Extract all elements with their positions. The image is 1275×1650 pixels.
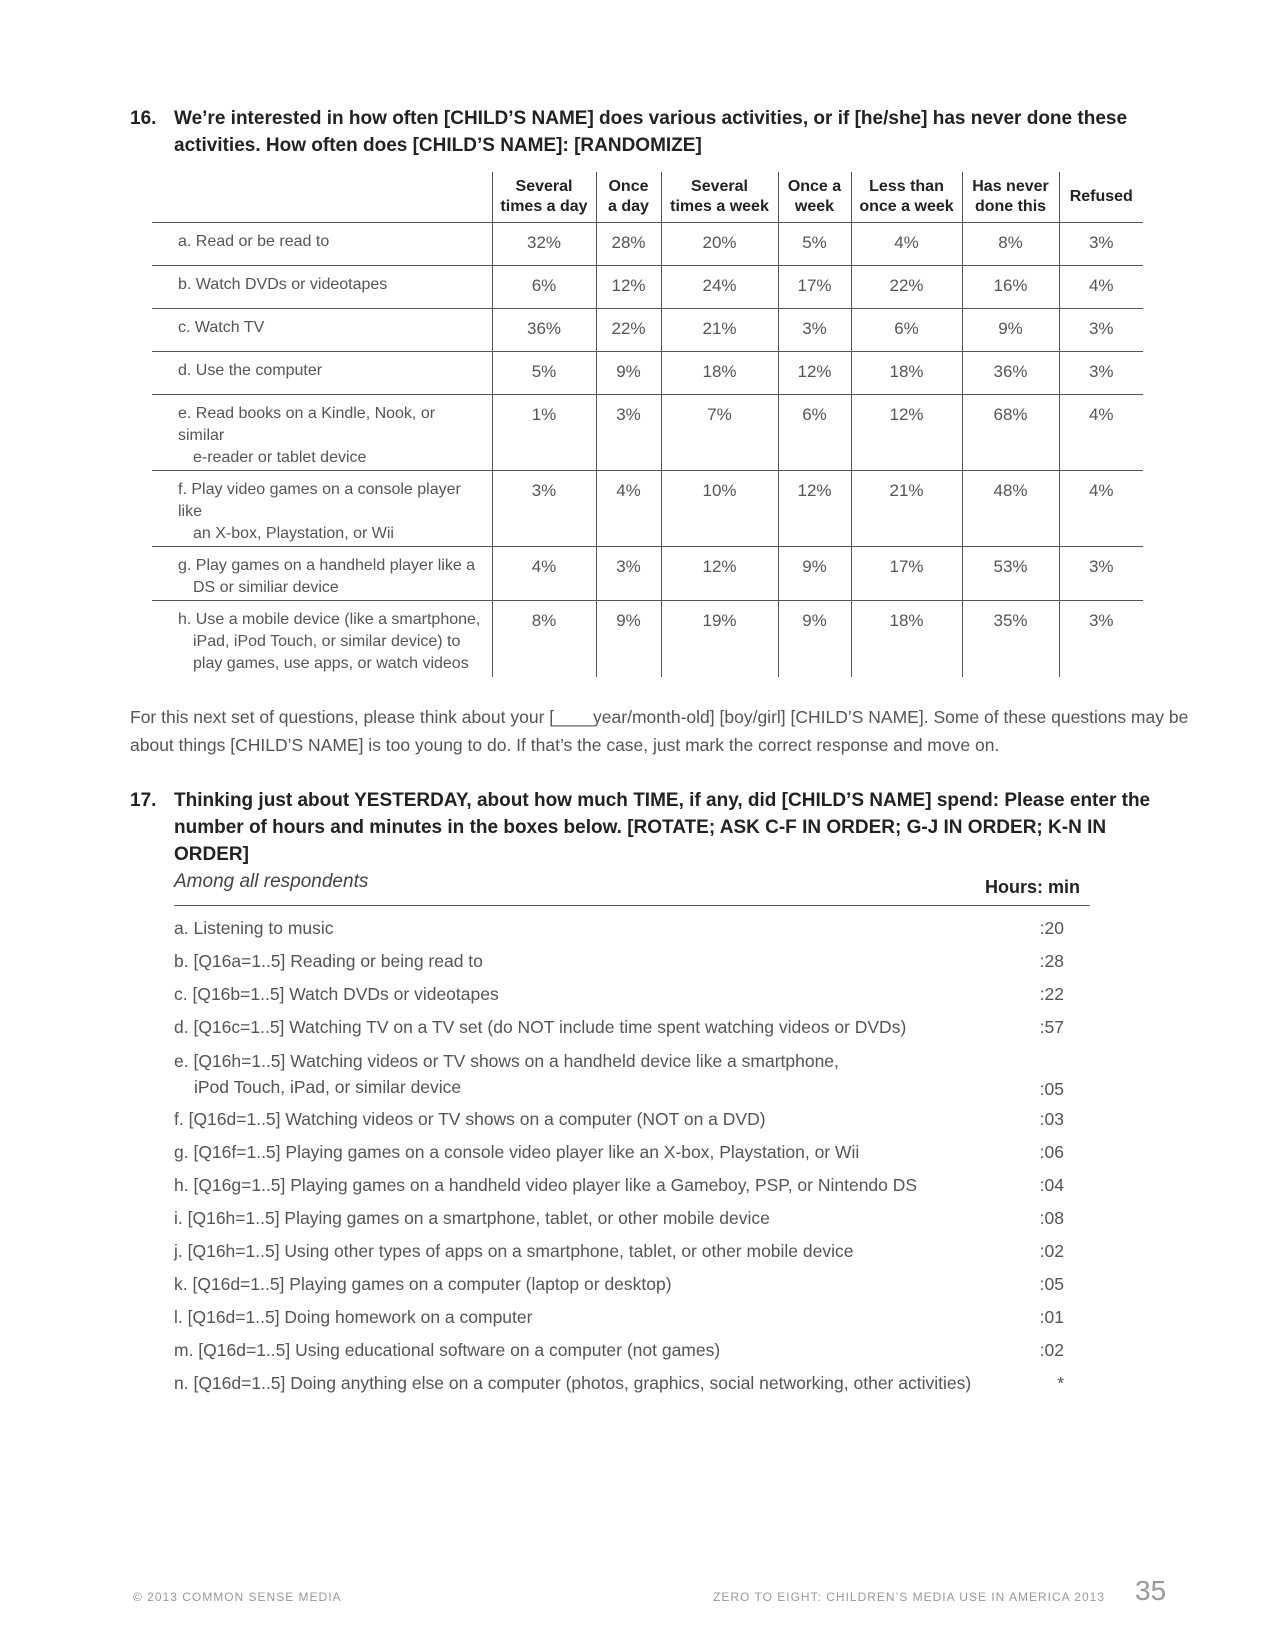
footer-title: ZERO TO EIGHT: CHILDREN’S MEDIA USE IN AMERICA 2013 (713, 1590, 1105, 1604)
table-row (152, 471, 1143, 547)
table-cell: 4% (1059, 395, 1143, 471)
table-cell: 19% (661, 601, 778, 677)
table-cell: 22% (851, 266, 962, 309)
item-label: j. [Q16h=1..5] Using other types of apps on a smartphone, tablet, or other mobile device (174, 1241, 854, 1261)
table-cell: 3% (596, 547, 661, 601)
list-item (174, 912, 1074, 945)
item-label: k. [Q16d=1..5] Playing games on a computer (laptop or desktop) (174, 1274, 672, 1294)
table-row (152, 223, 1143, 266)
page-number: 35 (1135, 1575, 1167, 1606)
item-value: :22 (1039, 984, 1064, 1004)
column-header: Refused (1059, 172, 1143, 223)
table-cell: 3% (1059, 547, 1143, 601)
item-value: :06 (1039, 1142, 1064, 1162)
table-header-row (152, 172, 1143, 223)
table-row (152, 352, 1143, 395)
table-cell: 6% (851, 309, 962, 352)
table-cell: 18% (661, 352, 778, 395)
table-cell: 6% (778, 395, 851, 471)
list-item (174, 1044, 1074, 1103)
table-cell: 9% (962, 309, 1059, 352)
column-header: Once a day (596, 172, 661, 223)
item-value: :20 (1039, 918, 1064, 938)
list-item (174, 1202, 1074, 1235)
item-label: c. [Q16b=1..5] Watch DVDs or videotapes (174, 984, 499, 1004)
table-cell: 3% (596, 395, 661, 471)
item-label: m. [Q16d=1..5] Using educational software on a computer (not games) (174, 1340, 721, 1360)
divider (174, 905, 1090, 906)
row-label: c. Watch TV (152, 309, 492, 352)
table-cell: 21% (851, 471, 962, 547)
table-cell: 12% (596, 266, 661, 309)
q16-frequency-table (152, 172, 1143, 677)
table-cell: 12% (851, 395, 962, 471)
table-cell: 4% (596, 471, 661, 547)
item-value: :02 (1039, 1340, 1064, 1360)
list-item (174, 1136, 1074, 1169)
item-value: :03 (1039, 1109, 1064, 1129)
list-item (174, 1334, 1074, 1367)
q17-text: Thinking just about YESTERDAY, about how much TIME, if any, did [CHILD’S NAME] spend: Please enter the number of hours and minutes in the boxes below. [ROTATE; ASK C-F IN ORDER; G-J IN ORDER; K-N IN ORDER] (174, 790, 1151, 865)
table-cell: 8% (962, 223, 1059, 266)
item-value: :05 (1039, 1079, 1064, 1099)
table-row (152, 547, 1143, 601)
table-cell: 12% (661, 547, 778, 601)
list-item (174, 1169, 1074, 1202)
table-row (152, 266, 1143, 309)
row-label: a. Read or be read to (152, 223, 492, 266)
row-label: e. Read books on a Kindle, Nook, or similar e-reader or tablet device (152, 395, 492, 471)
table-cell: 7% (661, 395, 778, 471)
table-cell: 9% (596, 601, 661, 677)
table-cell: 28% (596, 223, 661, 266)
table-cell: 12% (778, 352, 851, 395)
q16-number: 16. (130, 108, 157, 129)
footer-copyright: © 2013 COMMON SENSE MEDIA (133, 1590, 342, 1604)
table-cell: 4% (851, 223, 962, 266)
item-value: :28 (1039, 951, 1064, 971)
table-cell: 36% (492, 309, 596, 352)
item-label: b. [Q16a=1..5] Reading or being read to (174, 951, 483, 971)
table-cell: 5% (492, 352, 596, 395)
table-cell: 22% (596, 309, 661, 352)
column-header: Once a week (778, 172, 851, 223)
table-row (152, 601, 1143, 677)
table-cell: 17% (778, 266, 851, 309)
table-cell: 10% (661, 471, 778, 547)
column-header: Several times a week (661, 172, 778, 223)
item-label: n. [Q16d=1..5] Doing anything else on a computer (photos, graphics, social networking, other activities) (174, 1373, 972, 1393)
q17-number: 17. (130, 790, 157, 811)
item-value: :08 (1039, 1208, 1064, 1228)
item-label: i. [Q16h=1..5] Playing games on a smartphone, tablet, or other mobile device (174, 1208, 770, 1228)
row-label: h. Use a mobile device (like a smartphone, iPad, iPod Touch, or similar device) to play games, use apps, or watch videos (178, 611, 481, 672)
item-value: :04 (1039, 1175, 1064, 1195)
table-cell: 8% (492, 601, 596, 677)
table-cell: 32% (492, 223, 596, 266)
table-cell: 4% (1059, 266, 1143, 309)
column-header: Less than once a week (851, 172, 962, 223)
table-cell: 36% (962, 352, 1059, 395)
table-cell: 16% (962, 266, 1059, 309)
q17-subtitle: Among all respondents (174, 871, 369, 892)
item-column-header (152, 172, 492, 223)
list-item (174, 1268, 1074, 1301)
item-label: h. [Q16g=1..5] Playing games on a handheld video player like a Gameboy, PSP, or Nintendo DS (174, 1175, 918, 1195)
table-cell: 9% (778, 547, 851, 601)
list-item (174, 1011, 1074, 1044)
item-value: :02 (1039, 1241, 1064, 1261)
table-cell: 4% (1059, 471, 1143, 547)
table-row (152, 395, 1143, 471)
list-item (174, 1367, 1074, 1400)
table-cell: 48% (962, 471, 1059, 547)
intro-paragraph: For this next set of questions, please think about your [____year/month-old] [boy/girl] [CHILD’S NAME]. Some of these questions may be about things [CHILD’S NAME] is too young to do. If that’s the case, just mark the correct response and move on. (130, 707, 1189, 755)
q16-text: We’re interested in how often [CHILD’S NAME] does various activities, or if [he/she] has never done these activities. How often does [CHILD’S NAME]: [RANDOMIZE] (174, 108, 1128, 156)
table-cell: 12% (778, 471, 851, 547)
hours-min-header: Hours: min (985, 877, 1081, 897)
list-item (174, 945, 1074, 978)
row-label: g. Play games on a handheld player like a DS or similiar device (152, 547, 492, 601)
table-cell: 3% (1059, 352, 1143, 395)
table-cell: 5% (778, 223, 851, 266)
item-label: d. [Q16c=1..5] Watching TV on a TV set (do NOT include time spent watching videos or DVDs) (174, 1017, 907, 1037)
table-cell: 9% (778, 601, 851, 677)
list-item (174, 978, 1074, 1011)
table-cell: 24% (661, 266, 778, 309)
table-cell: 21% (661, 309, 778, 352)
table-cell: 1% (492, 395, 596, 471)
item-value: :57 (1039, 1017, 1064, 1037)
column-header: Has never done this (962, 172, 1059, 223)
table-cell: 53% (962, 547, 1059, 601)
list-item (174, 1103, 1074, 1136)
table-row (152, 309, 1143, 352)
row-label: f. Play video games on a console player like an X-box, Playstation, or Wii (152, 471, 492, 547)
item-label: l. [Q16d=1..5] Doing homework on a computer (174, 1307, 533, 1327)
item-label: g. [Q16f=1..5] Playing games on a console video player like an X-box, Playstation, or Wii (174, 1142, 860, 1162)
item-label: a. Listening to music (174, 918, 334, 938)
list-item (174, 1235, 1074, 1268)
table-cell: 18% (851, 352, 962, 395)
table-cell: 4% (492, 547, 596, 601)
table-cell: 35% (962, 601, 1059, 677)
table-cell: 17% (851, 547, 962, 601)
table-cell: 3% (1059, 601, 1143, 677)
item-label: f. [Q16d=1..5] Watching videos or TV shows on a computer (NOT on a DVD) (174, 1109, 766, 1129)
time-spent-list (174, 912, 1074, 1400)
item-value: :05 (1039, 1274, 1064, 1294)
column-header: Several times a day (492, 172, 596, 223)
table-cell: 68% (962, 395, 1059, 471)
list-item (174, 1301, 1074, 1334)
table-cell: 3% (492, 471, 596, 547)
row-label: d. Use the computer (152, 352, 492, 395)
item-value: * (1057, 1373, 1064, 1393)
table-cell: 6% (492, 266, 596, 309)
table-cell: 3% (1059, 309, 1143, 352)
row-label: b. Watch DVDs or videotapes (152, 266, 492, 309)
table-cell: 20% (661, 223, 778, 266)
table-cell: 18% (851, 601, 962, 677)
table-cell: 3% (1059, 223, 1143, 266)
table-cell: 9% (596, 352, 661, 395)
table-cell: 3% (778, 309, 851, 352)
item-value: :01 (1039, 1307, 1064, 1327)
item-label: e. [Q16h=1..5] Watching videos or TV shows on a handheld device like a smartphone, iPod Touch, iPad, or similar device (174, 1051, 839, 1097)
q16-heading (130, 105, 1175, 159)
